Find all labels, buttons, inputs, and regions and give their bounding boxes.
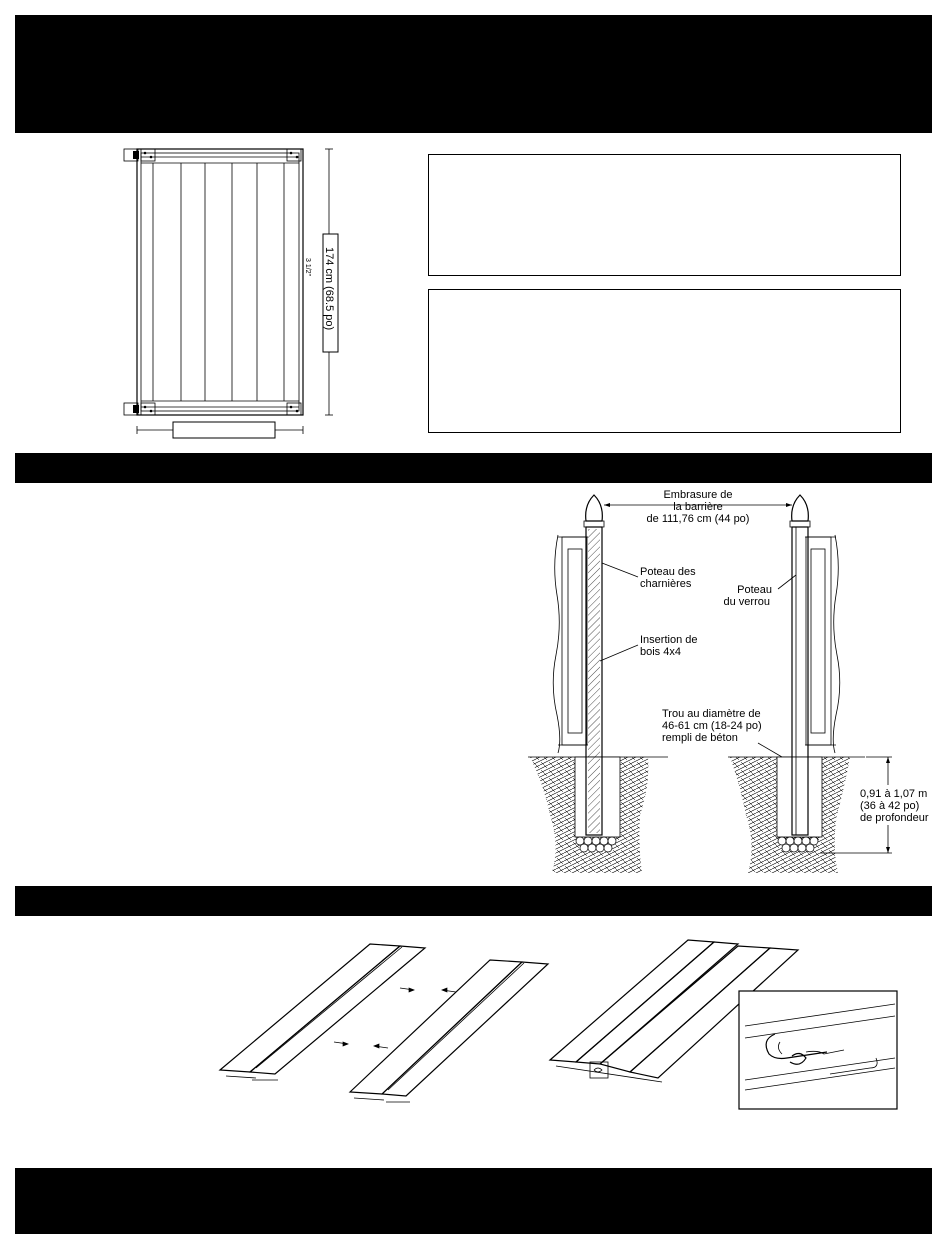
opening-label-line3: de 111,76 cm (44 po) <box>646 513 750 525</box>
board-pair-2 <box>350 960 548 1102</box>
footer-bar <box>15 1168 932 1234</box>
hole-label-line1: Trou au diamètre de <box>662 708 761 720</box>
hinge-top <box>124 149 301 161</box>
small-dimension-mark: 3 1/2" <box>304 258 311 277</box>
instruction-box-1 <box>428 154 901 276</box>
gate-width-label-box <box>173 422 275 438</box>
wood-insert-label-line2: bois 4x4 <box>640 646 681 658</box>
hinge-post-label-line1: Poteau des <box>640 566 696 578</box>
section-bar-panels <box>15 886 932 916</box>
wood-insert-label-line1: Insertion de <box>640 634 698 646</box>
hinge-post-label-line2: charnières <box>640 578 692 590</box>
panel-assembly-diagram <box>210 930 910 1120</box>
gate-diagram <box>110 140 370 450</box>
joint-detail-inset <box>739 991 897 1109</box>
gate-height-label: 174 cm (68.5 po) <box>323 247 335 331</box>
header-bar <box>15 15 932 133</box>
depth-label-line3: de profondeur <box>860 812 929 824</box>
post-installation-diagram <box>520 485 950 885</box>
board-pair-1 <box>220 944 425 1080</box>
section-bar-installation <box>15 453 932 483</box>
opening-label-line1: Embrasure de <box>663 489 733 501</box>
hinge-bottom <box>124 403 301 415</box>
depth-label-line2: (36 à 42 po) <box>860 800 920 812</box>
instruction-box-2 <box>428 289 901 433</box>
depth-label-line1: 0,91 à 1,07 m <box>860 788 928 800</box>
opening-label-line2: la barrière <box>673 501 723 513</box>
latch-post-label-line1: Poteau <box>737 584 772 596</box>
latch-post-label-line2: du verrou <box>723 596 770 608</box>
hole-label-line3: rempli de béton <box>662 732 738 744</box>
hole-label-line2: 46-61 cm (18-24 po) <box>662 720 762 732</box>
